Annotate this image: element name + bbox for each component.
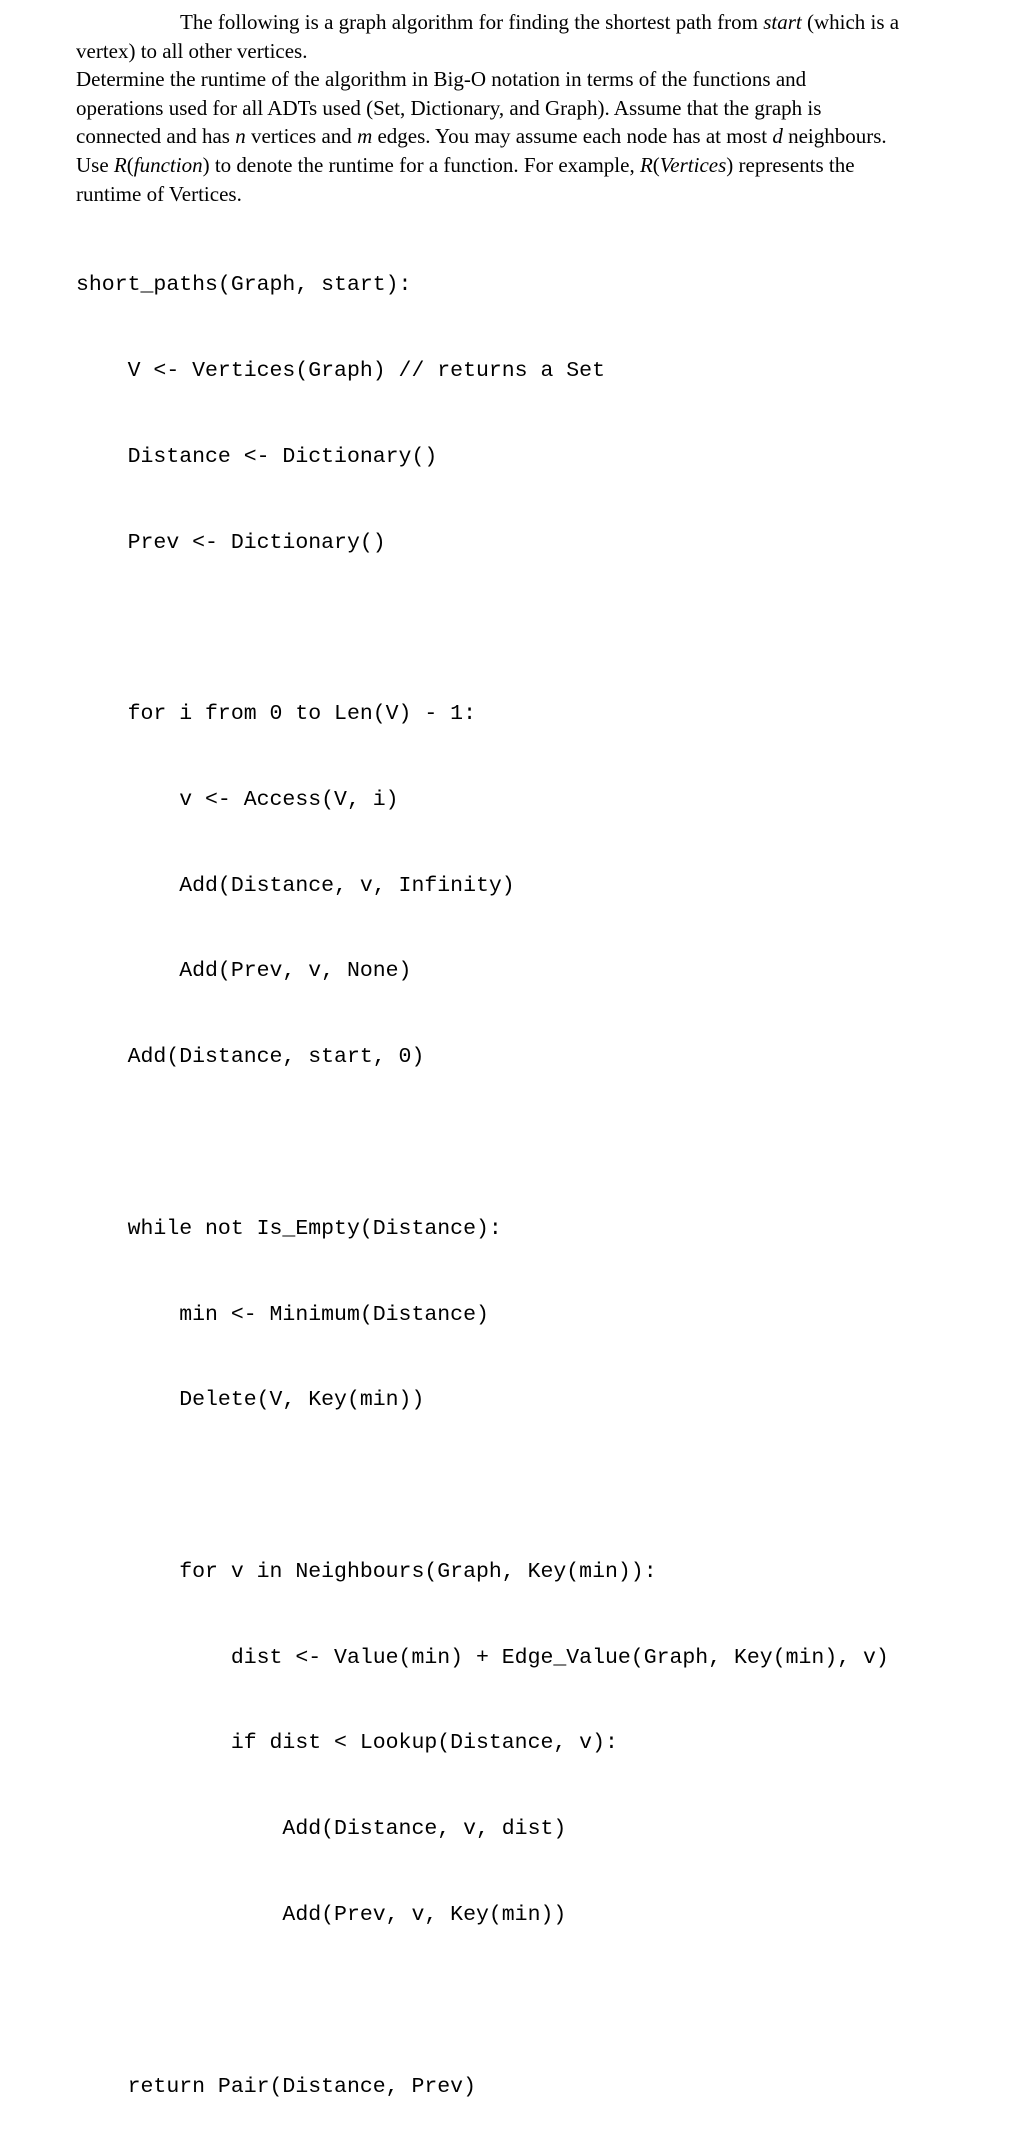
code-line [76,1472,889,1501]
code-line: V <- Vertices(Graph) // returns a Set [76,358,605,383]
code-line: v <- Access(V, i) [76,787,399,812]
function-term: function [133,152,203,177]
code-line [76,614,889,643]
code-line: if dist < Lookup(Distance, v): [76,1731,618,1756]
code-line: Add(Distance, v, Infinity) [76,873,515,898]
intro-line-2: vertex) to all other vertices. [76,38,308,63]
task-line-4: Use R(function) to denote the runtime for a function. For example, R(Vertices) represents the [76,152,855,177]
task-line-5: runtime of Vertices. [76,181,242,206]
task-line-3: connected and has n vertices and m edges. You may assume each node has at most d neighbours. [76,124,887,149]
intro-paragraph [76,8,1001,65]
code-line: Prev <- Dictionary() [76,530,386,555]
code-line [76,1129,889,1158]
intro-text: The following is a graph algorithm for finding the shortest path from [180,10,764,34]
n-variable: n [235,124,246,149]
task-line-1: Determine the runtime of the algorithm in Big-O notation in terms of the functions and [76,67,807,92]
task-line-2: operations used for all ADTs used (Set, Dictionary, and Graph). Assume that the graph is [76,95,822,120]
m-variable: m [357,124,373,149]
code-line [76,1987,889,2016]
code-line: Add(Prev, v, None) [76,959,412,984]
code-line: dist <- Value(min) + Edge_Value(Graph, Key(min), v) [76,1645,889,1670]
code-line: return Pair(Distance, Prev) [76,2074,476,2099]
code-line: Delete(V, Key(min)) [76,1388,425,1413]
code-line: for v in Neighbours(Graph, Key(min)): [76,1559,657,1584]
code-line: Add(Distance, v, dist) [76,1817,567,1842]
start-term: start [763,10,802,34]
code-line: for i from 0 to Len(V) - 1: [76,702,476,727]
intro-line-1 [76,8,1001,37]
code-line: Add(Distance, start, 0) [76,1045,425,1070]
task-paragraph [76,65,1001,208]
r-notation: R [639,152,653,177]
problem-statement [76,8,1001,208]
vertices-term: Vertices [659,152,727,177]
code-line: short_paths(Graph, start): [76,273,412,298]
code-line: Add(Prev, v, Key(min)) [76,1903,567,1928]
r-notation: R [113,152,127,177]
code-line: Distance <- Dictionary() [76,444,438,469]
code-line: while not Is_Empty(Distance): [76,1216,502,1241]
intro-text: (which is a [801,10,900,34]
code-line: min <- Minimum(Distance) [76,1302,489,1327]
pseudocode-block [76,214,889,2130]
d-variable: d [772,124,783,149]
